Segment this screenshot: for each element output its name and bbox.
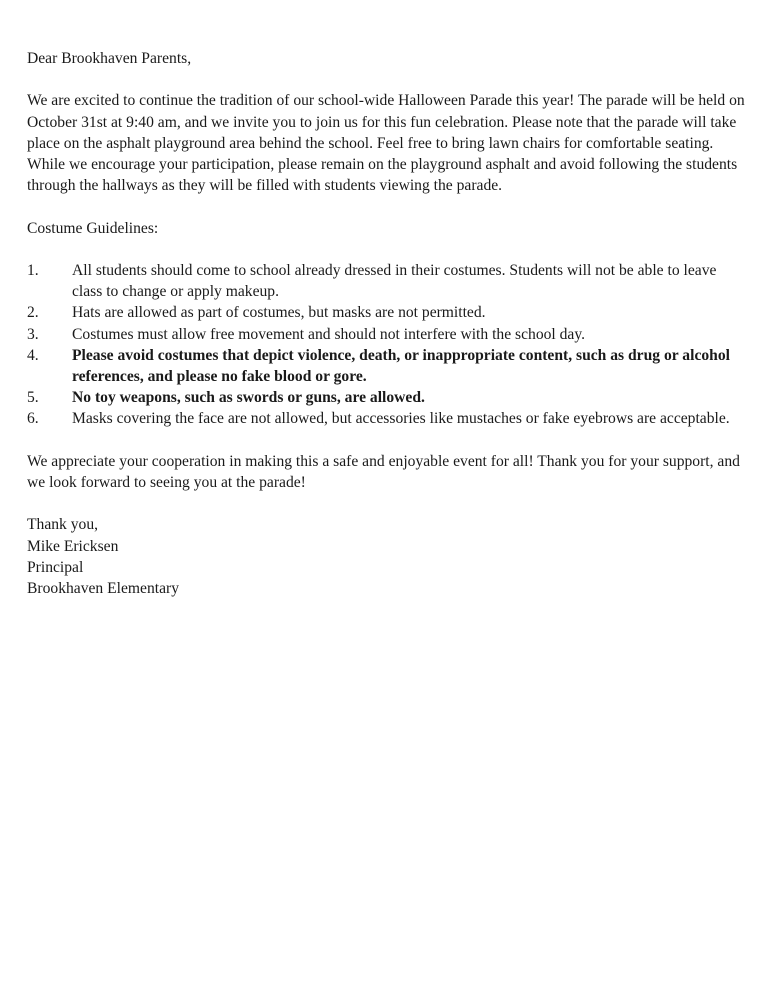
signer-name: Mike Ericksen	[27, 537, 119, 555]
guideline-text: All students should come to school already dressed in their costumes. Students will not be able to leave class to change or apply makeup.	[72, 261, 717, 301]
signer-school: Brookhaven Elementary	[27, 580, 179, 597]
guideline-item	[27, 324, 747, 345]
guideline-number: 6.	[27, 410, 39, 428]
guideline-text: Hats are allowed as part of costumes, but masks are not permitted.	[72, 304, 486, 322]
guideline-number: 5.	[27, 389, 39, 407]
guideline-number: 4.	[27, 346, 39, 364]
guideline-text: Please avoid costumes that depict violence, death, or inappropriate content, such as drug or alcohol references, and please no fake blood or gore.	[72, 346, 730, 385]
guideline-number: 1.	[27, 261, 39, 279]
guideline-item	[27, 260, 747, 302]
guidelines-list	[27, 260, 747, 430]
signer-title: Principal	[27, 558, 84, 576]
guideline-item	[27, 387, 747, 408]
signoff: Thank you,	[27, 516, 99, 534]
letter-page	[27, 48, 747, 599]
signature-block	[27, 514, 747, 599]
intro-paragraph: We are excited to continue the tradition of our school-wide Halloween Parade this year! The parade will be held on October 31st at 9:40 am, and we invite you to join us for this fun celebration. Please note that the parade will take place on the asphalt playground area behind the school. Feel free to bring lawn chairs for comfortable seating. While we encourage your participation, please remain on the playground asphalt and avoid following the students through the hallways as they will be filled with students viewing the parade.	[27, 92, 745, 195]
guideline-text: No toy weapons, such as swords or guns, are allowed.	[72, 389, 425, 407]
guideline-item	[27, 302, 747, 323]
guidelines-heading: Costume Guidelines:	[27, 219, 159, 237]
guideline-number: 2.	[27, 304, 39, 322]
greeting: Dear Brookhaven Parents,	[27, 50, 192, 67]
guideline-item	[27, 345, 747, 387]
guideline-number: 3.	[27, 325, 39, 343]
guideline-text: Masks covering the face are not allowed, but accessories like mustaches or fake eyebrows are acceptable.	[72, 410, 730, 428]
guideline-text: Costumes must allow free movement and should not interfere with the school day.	[72, 325, 586, 343]
closing-paragraph: We appreciate your cooperation in making this a safe and enjoyable event for all! Thank you for your support, and we look forward to seeing you at the parade!	[27, 452, 740, 491]
guideline-item	[27, 408, 747, 429]
